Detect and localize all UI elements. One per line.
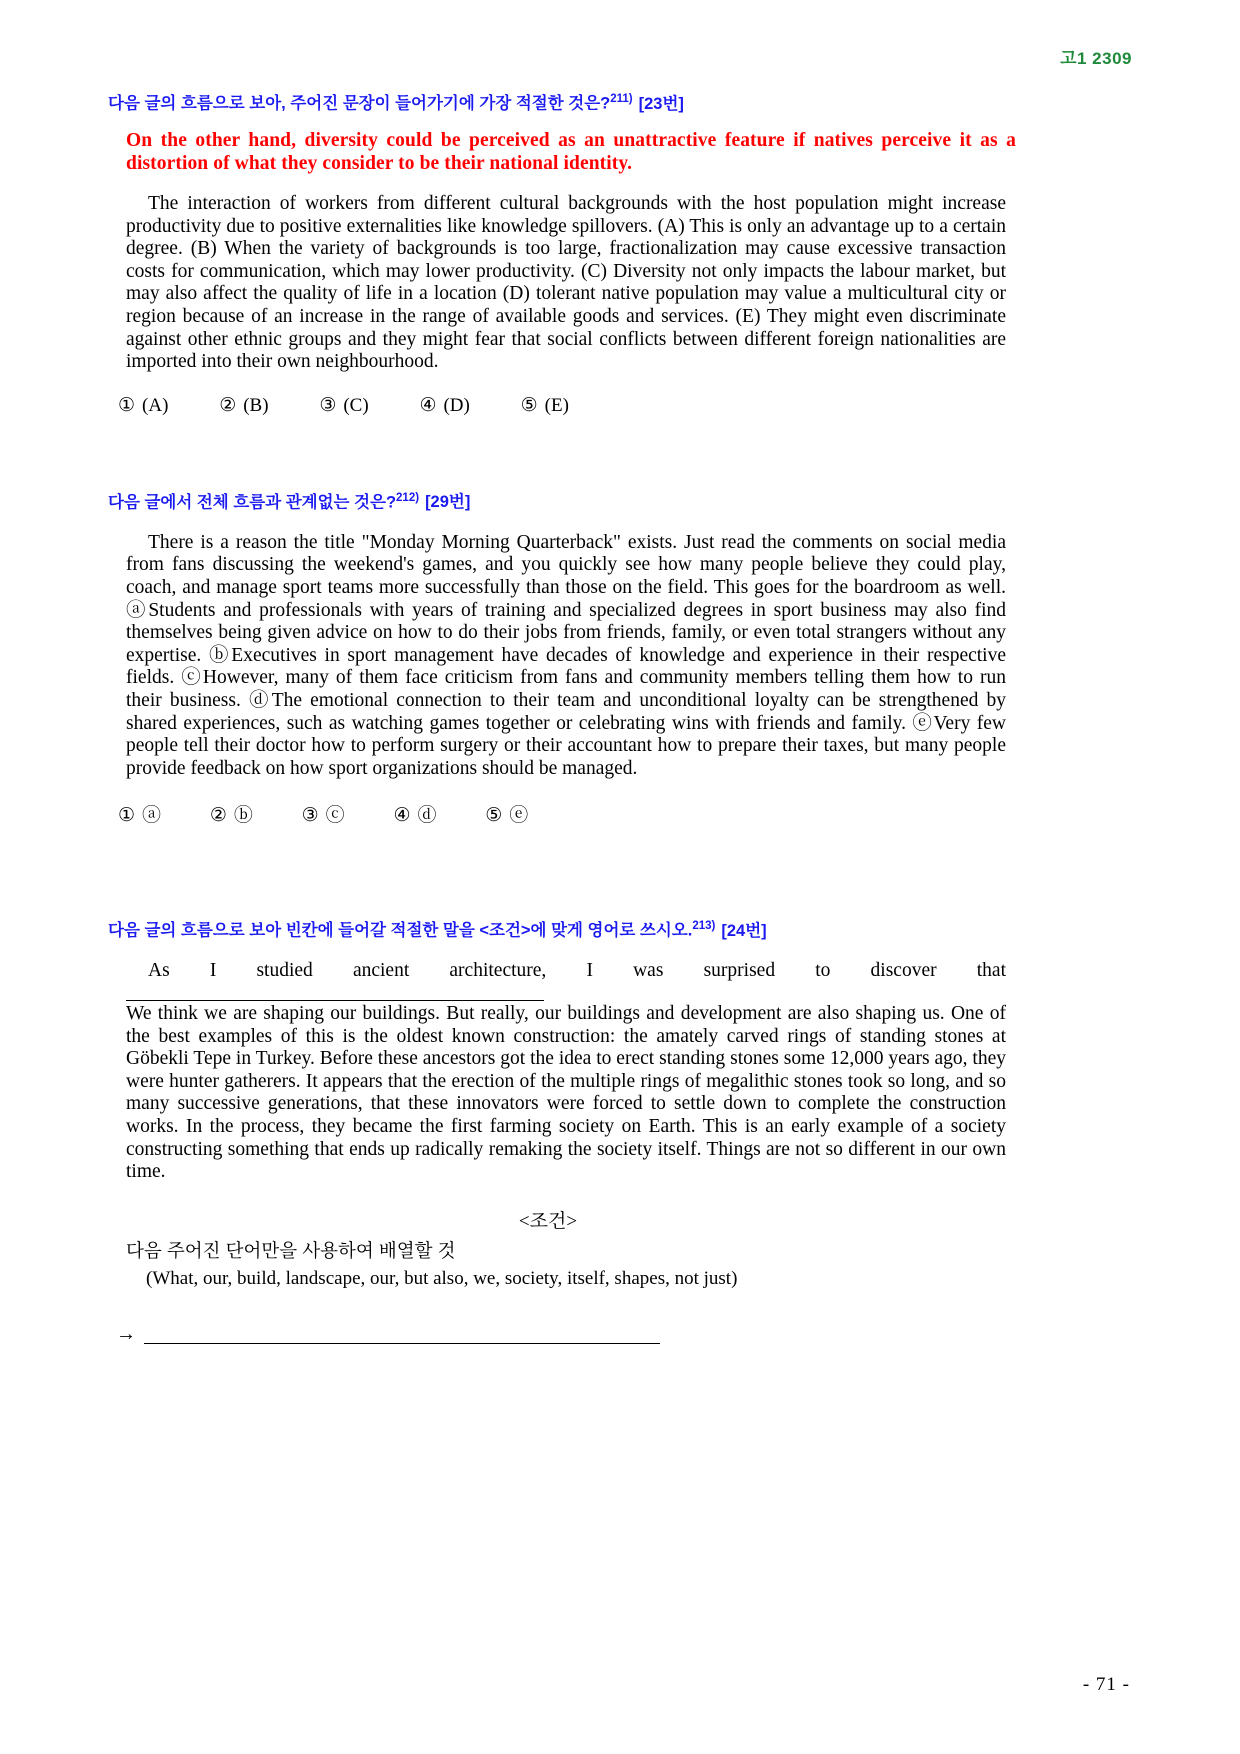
question-heading-tag: [24번] <box>721 921 767 940</box>
question-block-24 <box>108 919 1118 1343</box>
choice-option-1[interactable] <box>118 394 168 417</box>
choice-option-3[interactable] <box>319 394 368 417</box>
section-spacer <box>108 417 1118 491</box>
choice-label: ⓐ <box>142 805 162 827</box>
question-heading-29 <box>108 491 1118 514</box>
choice-label: (A) <box>142 394 169 416</box>
arrow-icon: → <box>116 1322 136 1345</box>
question-passage-24: We think we are shaping our buildings. But really, our buildings and development are also shaping us. One of the best examples of this is the oldest known construction: the amately carved rings of standing stones at Göbekli Tepe in Turkey. Before these ancestors got the idea to erect standing stones some 12,000 years ago, they were hunter gatherers. It appears that the erection of the multiple rings of megalithic stones took so long, and so many successive generations, that these innovators were forced to settle down to complete the construction works. In the process, they became the first farming society on Earth. This is an early example of a society constructing something that ends up radically remaking the society itself. Things are not so different in our own time. <box>126 1003 1006 1183</box>
choice-label: (E) <box>544 394 569 416</box>
question-heading-text: 다음 글에서 전체 흐름과 관계없는 것은? <box>108 493 397 512</box>
question-passage-29: There is a reason the title "Monday Morning Quarterback" exists. Just read the comments on social media from fans discussing the weekend's games, and you quickly see how many people believe they could play, coach, and manage sport teams more successfully than those on the field. This goes for the boardroom as well. ⓐStudents and professionals with years of training and specialized degrees in sport business may also find themselves being given advice on how to do their jobs from friends, family, or even total strangers without any expertise. ⓑExecutives in sport management have decades of knowledge and experience in their respective fields. ⓒHowever, many of them face criticism from fans and community members telling them how to run their business. ⓓThe emotional connection to their team and unconditional loyalty can be strengthened by shared experiences, such as watching games together or celebrating wins with friends and family. ⓔVery few people tell their doctor how to perform surgery or their accountant how to prepare their taxes, but many people provide feedback on how sport organizations should be managed. <box>126 531 1007 779</box>
question-block-29 <box>108 491 1118 828</box>
condition-instruction: 다음 주어진 단어만을 사용하여 배열할 것 <box>126 1239 456 1261</box>
choice-option-2[interactable] <box>210 800 253 827</box>
question-heading-ref: 212) <box>396 491 420 504</box>
answer-row-24 <box>116 1324 1118 1344</box>
choice-option-1[interactable] <box>118 800 161 827</box>
choice-label: ⓓ <box>417 805 437 827</box>
choice-list-23 <box>118 394 1118 417</box>
choice-option-5[interactable] <box>485 800 528 827</box>
question-heading-ref: 213) <box>692 920 716 933</box>
fill-in-blank-line[interactable] <box>126 983 544 1001</box>
choice-marker: ② <box>209 805 227 827</box>
choice-list-29 <box>118 800 1118 827</box>
condition-word-bank: (What, our, build, landscape, our, but also, we, society, itself, shapes, not just) <box>146 1267 738 1289</box>
question-heading-ref: 211) <box>610 93 633 105</box>
choice-marker: ⑤ <box>485 805 503 827</box>
lead-in-text: As I studied ancient architecture, I was surprised to discover that <box>148 960 1006 982</box>
question-heading-text: 다음 글의 흐름으로 보아, 주어진 문장이 들어가기에 가장 적절한 것은? <box>108 94 611 113</box>
choice-option-5[interactable] <box>521 394 569 417</box>
choice-option-4[interactable] <box>419 394 469 417</box>
choice-marker: ① <box>118 805 136 827</box>
question-block-23 <box>108 92 1118 417</box>
question-heading-text: 다음 글의 흐름으로 보아 빈칸에 들어갈 적절한 말을 <조건>에 맞게 영어로 쓰시오. <box>108 921 693 940</box>
choice-marker: ④ <box>393 805 411 827</box>
question-lead-in-24 <box>126 960 1006 983</box>
question-heading-tag: [23번] <box>638 94 684 113</box>
choice-option-4[interactable] <box>393 800 436 827</box>
answer-blank-line[interactable] <box>144 1328 660 1344</box>
choice-marker: ③ <box>319 394 337 416</box>
content-column <box>108 92 1118 1344</box>
section-spacer <box>108 827 1118 919</box>
choice-label: ⓑ <box>233 805 253 827</box>
page-header-code: 고1 2309 <box>1060 49 1132 68</box>
question-heading-tag: [29번] <box>425 493 471 512</box>
question-heading-24 <box>108 919 1118 942</box>
given-sentence-box: On the other hand, diversity could be perceived as an unattractive feature if natives perceive it as a distortion of what they consider to be their national identity. <box>126 129 1016 174</box>
choice-option-3[interactable] <box>302 800 345 827</box>
choice-label: (C) <box>343 394 369 416</box>
choice-option-2[interactable] <box>219 394 268 417</box>
page-number: - 71 - <box>1082 1674 1130 1695</box>
choice-marker: ② <box>219 394 237 416</box>
choice-label: ⓒ <box>325 805 345 827</box>
condition-title: <조건> <box>518 1210 578 1232</box>
choice-marker: ④ <box>419 394 437 416</box>
question-passage-23: The interaction of workers from different cultural backgrounds with the host population might increase productivity due to positive externalities like knowledge spillovers. (A) This is only an advantage up to a certain degree. (B) When the variety of backgrounds is too large, fractionalization may cause excessive transaction costs for communication, which may lower productivity. (C) Diversity not only impacts the labour market, but may also affect the quality of life in a location (D) tolerant native population may value a multicultural city or region because of an increase in the range of available goods and services. (E) They might even discriminate against other ethnic groups and they might fear that social conflicts between different foreign nationalities are imported into their own neighbourhood. <box>126 192 1006 373</box>
choice-label: (D) <box>443 394 470 416</box>
choice-label: (B) <box>243 394 269 416</box>
lead-in-blank-row <box>126 983 1118 1001</box>
question-heading-23 <box>108 92 1118 115</box>
choice-marker: ⑤ <box>520 394 538 416</box>
choice-label: ⓔ <box>509 805 529 827</box>
choice-marker: ③ <box>301 805 319 827</box>
choice-marker: ① <box>118 394 136 416</box>
